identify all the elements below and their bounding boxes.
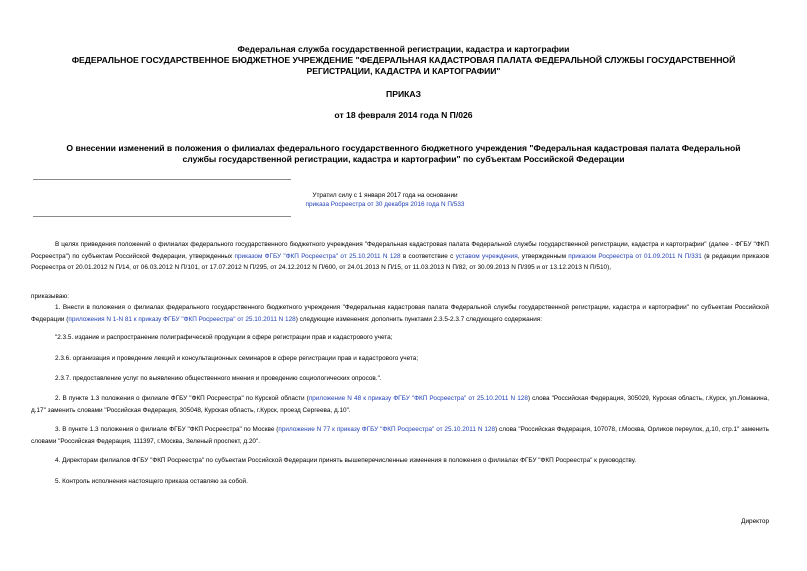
- item-5: 5. Контроль исполнения настоящего приказа оставляю за собой.: [55, 478, 248, 485]
- institution-name-line2: РЕГИСТРАЦИИ, КАДАСТРА И КАРТОГРАФИИ": [306, 66, 501, 76]
- subject-line2: службы государственной регистрации, кадастра и картографии" по субъектам Российской Федерации: [182, 154, 625, 164]
- item-2: [31, 393, 769, 416]
- item-2-3-5: "2.3.5. издание и распространение полиграфической продукции в сфере регистрации прав и кадастрового учета;: [55, 334, 393, 341]
- item1-text-2: ) следующие изменения: дополнить пунктами 2.3.5-2.3.7 следующего содержания:: [295, 315, 543, 323]
- item3-text-1: 3. В пункте 1.3 положения о филиале ФГБУ "ФКП Росреестра" по Москве (: [55, 426, 279, 433]
- preamble-text-4: (в редакции приказов Росреестра от 20.01.2012 N П/14, от 06.03.2012 N П/101, от 17.07.2012 N П/295, от 24.12.2012 N П/600, от 24.01.2013 N П/15, от 11.03.2013 N П/82, от 30.09.2013 N П/395 и от 13.12.2013 N П/510),: [31, 252, 769, 271]
- preamble-text-2: в соответствие с: [400, 252, 456, 260]
- item2-link-appendix-48[interactable]: приложение N 48 к приказу ФГБУ "ФКП Росреестра" от 25.10.2011 N 128: [308, 395, 528, 402]
- divider-bottom: [33, 216, 291, 217]
- item-4: 4. Директорам филиалов ФГБУ "ФКП Росреестра" по субъектам Российской Федерации принять вышеперечисленные изменения в положения о филиалах ФГБУ "ФКП Росреестра" к руководству.: [55, 457, 637, 464]
- item3-text-2: ) слова "Российская Федерация, 107078, г.Москва, Орликов переулок, д.10, стр.1" заменить словами "Российская Федерация, 111397, г.Москва, Зеленый проспект, д.20".: [31, 426, 769, 445]
- item1-link-appendices[interactable]: приложения N 1-N 81 к приказу ФГБУ "ФКП Росреестра" от 25.10.2011 N 128: [68, 315, 296, 323]
- item2-text-2: ) слова "Российская Федерация, 305029, Курская область, г.Курск, ул.Ломакина, д.17" заменить словами "Российская Федерация, 305048, Курская область, г.Курск, проезд Сергеева, д.10".: [31, 395, 769, 414]
- document-date: от 18 февраля 2014 года N П/026: [334, 110, 473, 120]
- status-note: [225, 191, 545, 209]
- divider-top: [33, 179, 291, 180]
- agency-name: Федеральная служба государственной регистрации, кадастра и картографии: [237, 44, 570, 54]
- preamble-text-1: В целях приведения положений о филиалах федерального государственного бюджетного учреждения "Федеральная кадастровая палата Федеральной службы государственной регистрации, кадастра и картографии" (далее - ФГБУ "ФКП Росреестра") по субъектам Российской Федерации, утвержденных: [31, 241, 769, 260]
- preamble-link-order-331[interactable]: приказом Росреестра от 01.09.2011 N П/331: [568, 252, 702, 260]
- preamble-paragraph: [31, 239, 769, 274]
- preamble-link-charter[interactable]: уставом учреждения: [455, 252, 518, 260]
- preamble-text-3: , утвержденным: [517, 252, 569, 260]
- preamble-link-order-128[interactable]: приказом ФГБУ "ФКП Росреестра" от 25.10.2011 N 128: [234, 252, 401, 260]
- item1-text-1: 1. Внести в положения о филиалах федерального государственного бюджетного учреждения "Федеральная кадастровая палата Федеральной службы государственной регистрации, кадастра и картографии" по субъектам Российской Федерации (: [31, 304, 769, 323]
- item-2-3-6: 2.3.6. организация и проведение лекций и консультационных семинаров в сфере регистрации прав и кадастрового учета;: [55, 355, 419, 362]
- subject-line1: О внесении изменений в положения о филиалах федерального государственного бюджетного учреждения "Федеральная кадастровая палата Федеральной: [66, 143, 741, 153]
- document-subject: [20, 143, 787, 165]
- signature-title: Директор: [741, 518, 769, 525]
- item3-link-appendix-77[interactable]: приложение N 77 к приказу ФГБУ "ФКП Росреестра" от 25.10.2011 N 128: [278, 426, 496, 433]
- status-note-text: Утратил силу с 1 января 2017 года на основании: [312, 192, 458, 199]
- status-note-link[interactable]: приказа Росреестра от 30 декабря 2016 года N П/533: [305, 201, 465, 208]
- institution-name-line1: ФЕДЕРАЛЬНОЕ ГОСУДАРСТВЕННОЕ БЮДЖЕТНОЕ УЧРЕЖДЕНИЕ "ФЕДЕРАЛЬНАЯ КАДАСТРОВАЯ ПАЛАТА ФЕДЕРАЛЬНОЙ СЛУЖБЫ ГОСУДАРСТВЕННОЙ: [71, 55, 736, 65]
- order-word: приказываю:: [31, 293, 69, 300]
- document-type: ПРИКАЗ: [386, 89, 421, 99]
- item-1: [31, 302, 769, 325]
- document-header: [20, 44, 787, 77]
- item-3: [31, 424, 769, 447]
- item-2-3-7: 2.3.7. предоставление услуг по выявлению общественного мнения и проведению социологических опросов.".: [55, 375, 382, 382]
- item2-text-1: 2. В пункте 1.3 положения о филиале ФГБУ "ФКП Росреестра" по Курской области (: [55, 395, 309, 402]
